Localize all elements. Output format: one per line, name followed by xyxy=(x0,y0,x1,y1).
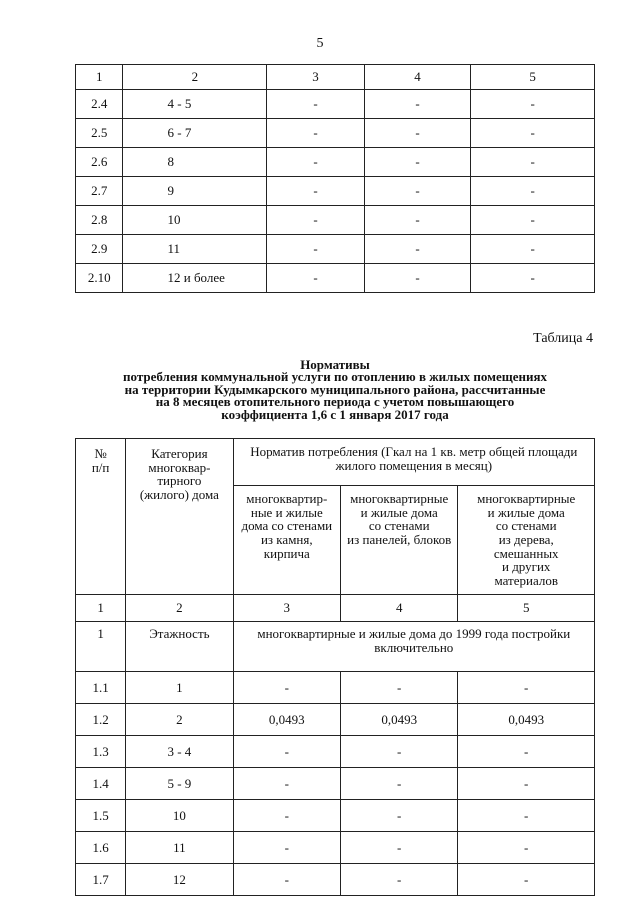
value-cell: - xyxy=(233,864,340,896)
section-label: Этажность xyxy=(126,622,233,672)
row-number: 2.5 xyxy=(76,119,123,148)
value-cell: 0,0493 xyxy=(458,704,595,736)
row-number: 1.7 xyxy=(76,864,126,896)
table-row xyxy=(76,864,595,896)
table-row xyxy=(76,704,595,736)
header-line: из панелей, блоков xyxy=(347,531,452,547)
table-row xyxy=(76,672,595,704)
value-cell: - xyxy=(458,864,595,896)
row-number: 1 xyxy=(76,622,126,672)
row-number: 1.3 xyxy=(76,736,126,768)
header-line: жилого помещения в месяц) xyxy=(335,457,493,473)
description-line: многоквартирные и жилые дома до 1999 года постройки xyxy=(257,626,571,641)
header-category-cell xyxy=(126,439,233,595)
subheader-wood-cell xyxy=(458,486,595,595)
header-line: многоквартир- xyxy=(246,491,328,506)
floors-cell: 11 xyxy=(126,832,233,864)
value-cell: - xyxy=(471,264,595,293)
value-cell: - xyxy=(364,119,471,148)
header-line: тирного xyxy=(157,473,202,489)
section-row xyxy=(76,622,595,672)
header-line: Норматив потребления (Гкал на 1 кв. метр общей площади xyxy=(250,444,578,459)
table-row xyxy=(76,90,595,119)
table-header-row xyxy=(76,65,595,90)
page-number: 5 xyxy=(316,36,324,51)
table-row xyxy=(76,119,595,148)
value-cell: - xyxy=(458,800,595,832)
value-cell: - xyxy=(341,864,458,896)
value-cell: - xyxy=(233,832,340,864)
header-line: многоквартирные xyxy=(477,491,576,506)
value-cell: - xyxy=(233,800,340,832)
table-row xyxy=(76,148,595,177)
value-cell: - xyxy=(471,90,595,119)
value-cell: - xyxy=(364,177,471,206)
header-cell: 4 xyxy=(364,65,471,90)
value-cell: - xyxy=(364,148,471,177)
header-line: дома со стенами xyxy=(241,518,333,534)
value-cell: - xyxy=(471,235,595,264)
floors-cell: 6 - 7 xyxy=(123,119,267,148)
header-line: со стенами xyxy=(495,518,557,534)
value-cell: - xyxy=(458,832,595,864)
value-cell: - xyxy=(267,148,364,177)
header-line: многоквартирные xyxy=(350,491,449,506)
header-line: смешанных xyxy=(493,545,559,561)
row-number: 2.8 xyxy=(76,206,123,235)
row-number: 2.6 xyxy=(76,148,123,177)
header-line: № xyxy=(94,446,107,461)
floors-cell: 2 xyxy=(126,704,233,736)
value-cell: - xyxy=(458,672,595,704)
header-line: Категория xyxy=(151,446,208,461)
header-norm-cell xyxy=(233,439,594,486)
floors-cell: 5 - 9 xyxy=(126,768,233,800)
value-cell: - xyxy=(341,832,458,864)
header-line: п/п xyxy=(91,459,110,475)
value-cell: - xyxy=(341,736,458,768)
table-row xyxy=(76,736,595,768)
value-cell: - xyxy=(233,672,340,704)
row-number: 2.4 xyxy=(76,90,123,119)
column-number: 4 xyxy=(341,595,458,622)
title-line: Нормативы xyxy=(300,357,370,372)
title-line: коэффициента 1,6 с 1 января 2017 года xyxy=(221,406,449,422)
section-description xyxy=(233,622,594,672)
header-cell: 2 xyxy=(123,65,267,90)
header-line: из дерева, xyxy=(498,531,554,547)
value-cell: - xyxy=(267,264,364,293)
value-cell: - xyxy=(364,206,471,235)
table-title xyxy=(60,359,610,421)
value-cell: - xyxy=(341,672,458,704)
value-cell: 0,0493 xyxy=(233,704,340,736)
header-cell: 1 xyxy=(76,65,123,90)
header-line: и жилые дома xyxy=(360,504,438,520)
table-row xyxy=(76,177,595,206)
value-cell: - xyxy=(267,177,364,206)
value-cell: - xyxy=(364,235,471,264)
norms-table xyxy=(75,438,595,896)
header-line: многоквар- xyxy=(148,459,211,475)
value-cell: - xyxy=(233,768,340,800)
header-line: и жилые дома xyxy=(487,504,565,520)
row-number: 1.6 xyxy=(76,832,126,864)
column-number: 2 xyxy=(126,595,233,622)
table-row xyxy=(76,235,595,264)
title-line: на 8 месяцев отопительного периода с учетом повышающего xyxy=(155,394,515,410)
row-number: 1.2 xyxy=(76,704,126,736)
subheader-panel-cell xyxy=(341,486,458,595)
column-number: 5 xyxy=(458,595,595,622)
header-line: (жилого) дома xyxy=(139,486,219,502)
header-cell: 5 xyxy=(471,65,595,90)
header-line: ные и жилые xyxy=(250,504,323,520)
header-line: материалов xyxy=(494,572,558,588)
floors-cell: 12 и более xyxy=(123,264,267,293)
floors-cell: 12 xyxy=(126,864,233,896)
floors-cell: 1 xyxy=(126,672,233,704)
description-line: включительно xyxy=(374,639,454,655)
table-row xyxy=(76,832,595,864)
header-line: со стенами xyxy=(368,518,430,534)
floors-cell: 10 xyxy=(126,800,233,832)
value-cell: - xyxy=(458,768,595,800)
header-line: кирпича xyxy=(263,545,310,561)
value-cell: - xyxy=(341,800,458,832)
header-line: и других xyxy=(501,559,551,575)
floors-cell: 10 xyxy=(123,206,267,235)
floors-cell: 4 - 5 xyxy=(123,90,267,119)
value-cell: - xyxy=(471,119,595,148)
title-line: на территории Кудымкарского муниципального района, рассчитанные xyxy=(124,381,546,397)
column-number: 1 xyxy=(76,595,126,622)
floors-cell: 9 xyxy=(123,177,267,206)
table-row xyxy=(76,264,595,293)
value-cell: - xyxy=(267,235,364,264)
value-cell: - xyxy=(458,736,595,768)
column-number-row xyxy=(76,595,595,622)
table-row xyxy=(76,768,595,800)
row-number: 2.7 xyxy=(76,177,123,206)
table-label: Таблица 4 xyxy=(533,331,593,346)
header-line: из камня, xyxy=(260,531,313,547)
title-line: потребления коммунальной услуги по отоплению в жилых помещениях xyxy=(123,369,547,385)
value-cell: - xyxy=(471,148,595,177)
table-row xyxy=(76,800,595,832)
value-cell: - xyxy=(267,90,364,119)
value-cell: - xyxy=(471,177,595,206)
value-cell: - xyxy=(364,264,471,293)
row-number: 1.5 xyxy=(76,800,126,832)
value-cell: - xyxy=(341,768,458,800)
value-cell: 0,0493 xyxy=(341,704,458,736)
table-row xyxy=(76,206,595,235)
value-cell: - xyxy=(233,736,340,768)
value-cell: - xyxy=(267,119,364,148)
value-cell: - xyxy=(471,206,595,235)
header-cell: 3 xyxy=(267,65,364,90)
header-number-cell xyxy=(76,439,126,595)
table-continuation xyxy=(75,64,595,293)
column-number: 3 xyxy=(233,595,340,622)
row-number: 1.1 xyxy=(76,672,126,704)
value-cell: - xyxy=(267,206,364,235)
row-number: 2.9 xyxy=(76,235,123,264)
table-header-row xyxy=(76,439,595,486)
value-cell: - xyxy=(364,90,471,119)
row-number: 2.10 xyxy=(76,264,123,293)
floors-cell: 3 - 4 xyxy=(126,736,233,768)
subheader-stone-cell xyxy=(233,486,340,595)
floors-cell: 11 xyxy=(123,235,267,264)
row-number: 1.4 xyxy=(76,768,126,800)
floors-cell: 8 xyxy=(123,148,267,177)
